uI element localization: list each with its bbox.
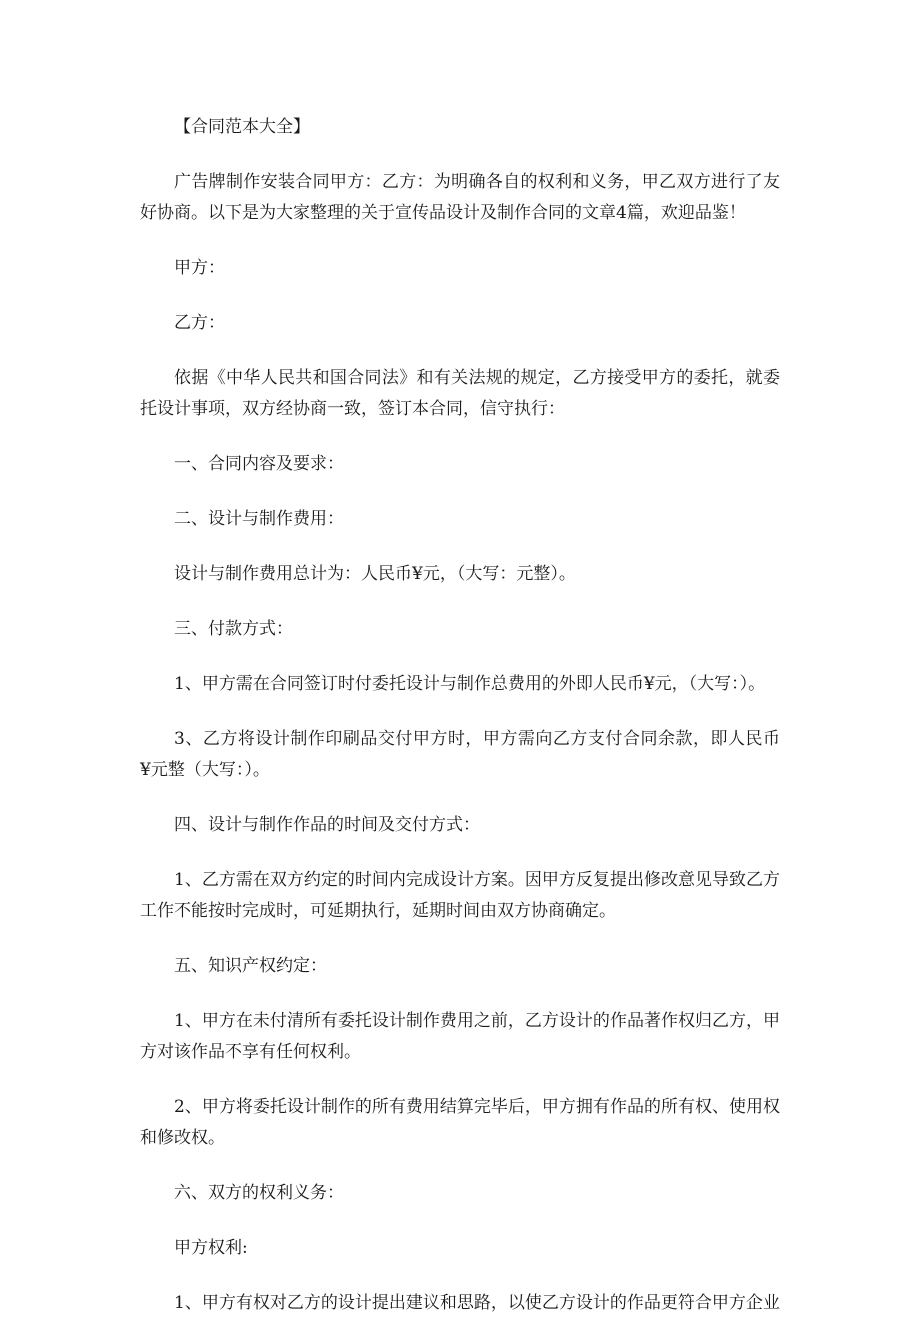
section-heading: 四、设计与制作作品的时间及交付方式： bbox=[174, 815, 480, 835]
document-heading: 【合同范本大全】 bbox=[174, 117, 310, 137]
clause-paragraph: 2、甲方将委托设计制作的所有费用结算完毕后，甲方拥有作品的所有权、使用权和修改权。 bbox=[140, 1097, 780, 1148]
party-b-line: 乙方： bbox=[174, 313, 225, 333]
clause-paragraph: 1、乙方需在双方约定的时间内完成设计方案。因甲方反复提出修改意见导致乙方工作不能按时完成时，可延期执行，延期时间由双方协商确定。 bbox=[140, 870, 780, 921]
section-heading: 一、合同内容及要求： bbox=[174, 454, 344, 474]
section-heading: 三、付款方式： bbox=[174, 619, 293, 639]
clause-paragraph: 1、甲方需在合同签订时付委托设计与制作总费用的外即人民币¥元，（大写：）。 bbox=[174, 674, 766, 694]
clause-paragraph: 1、甲方有权对乙方的设计提出建议和思路，以使乙方设计的作品更符合甲方企业 bbox=[174, 1293, 780, 1313]
clause-paragraph: 3、乙方将设计制作印刷品交付甲方时，甲方需向乙方支付合同余款，即人民币¥元整（大写：）。 bbox=[140, 729, 780, 780]
party-a-line: 甲方： bbox=[174, 258, 225, 278]
clause-paragraph: 设计与制作费用总计为：人民币¥元，（大写：元整）。 bbox=[174, 564, 576, 584]
section-heading: 二、设计与制作费用： bbox=[174, 509, 344, 529]
preamble-paragraph: 依据《中华人民共和国合同法》和有关法规的规定，乙方接受甲方的委托，就委托设计事项，双方经协商一致，签订本合同，信守执行： bbox=[140, 368, 780, 419]
section-heading: 五、知识产权约定： bbox=[174, 956, 327, 976]
document-body bbox=[140, 112, 780, 1343]
intro-paragraph: 广告牌制作安装合同甲方：乙方：为明确各自的权利和义务，甲乙双方进行了友好协商。以下是为大家整理的关于宣传品设计及制作合同的文章4篇，欢迎品鉴！ bbox=[140, 172, 780, 223]
clause-paragraph: 1、甲方在未付清所有委托设计制作费用之前，乙方设计的作品著作权归乙方，甲方对该作品不享有任何权利。 bbox=[140, 1011, 780, 1062]
subsection-heading: 甲方权利: bbox=[174, 1238, 248, 1258]
section-heading: 六、双方的权利义务： bbox=[174, 1183, 344, 1203]
